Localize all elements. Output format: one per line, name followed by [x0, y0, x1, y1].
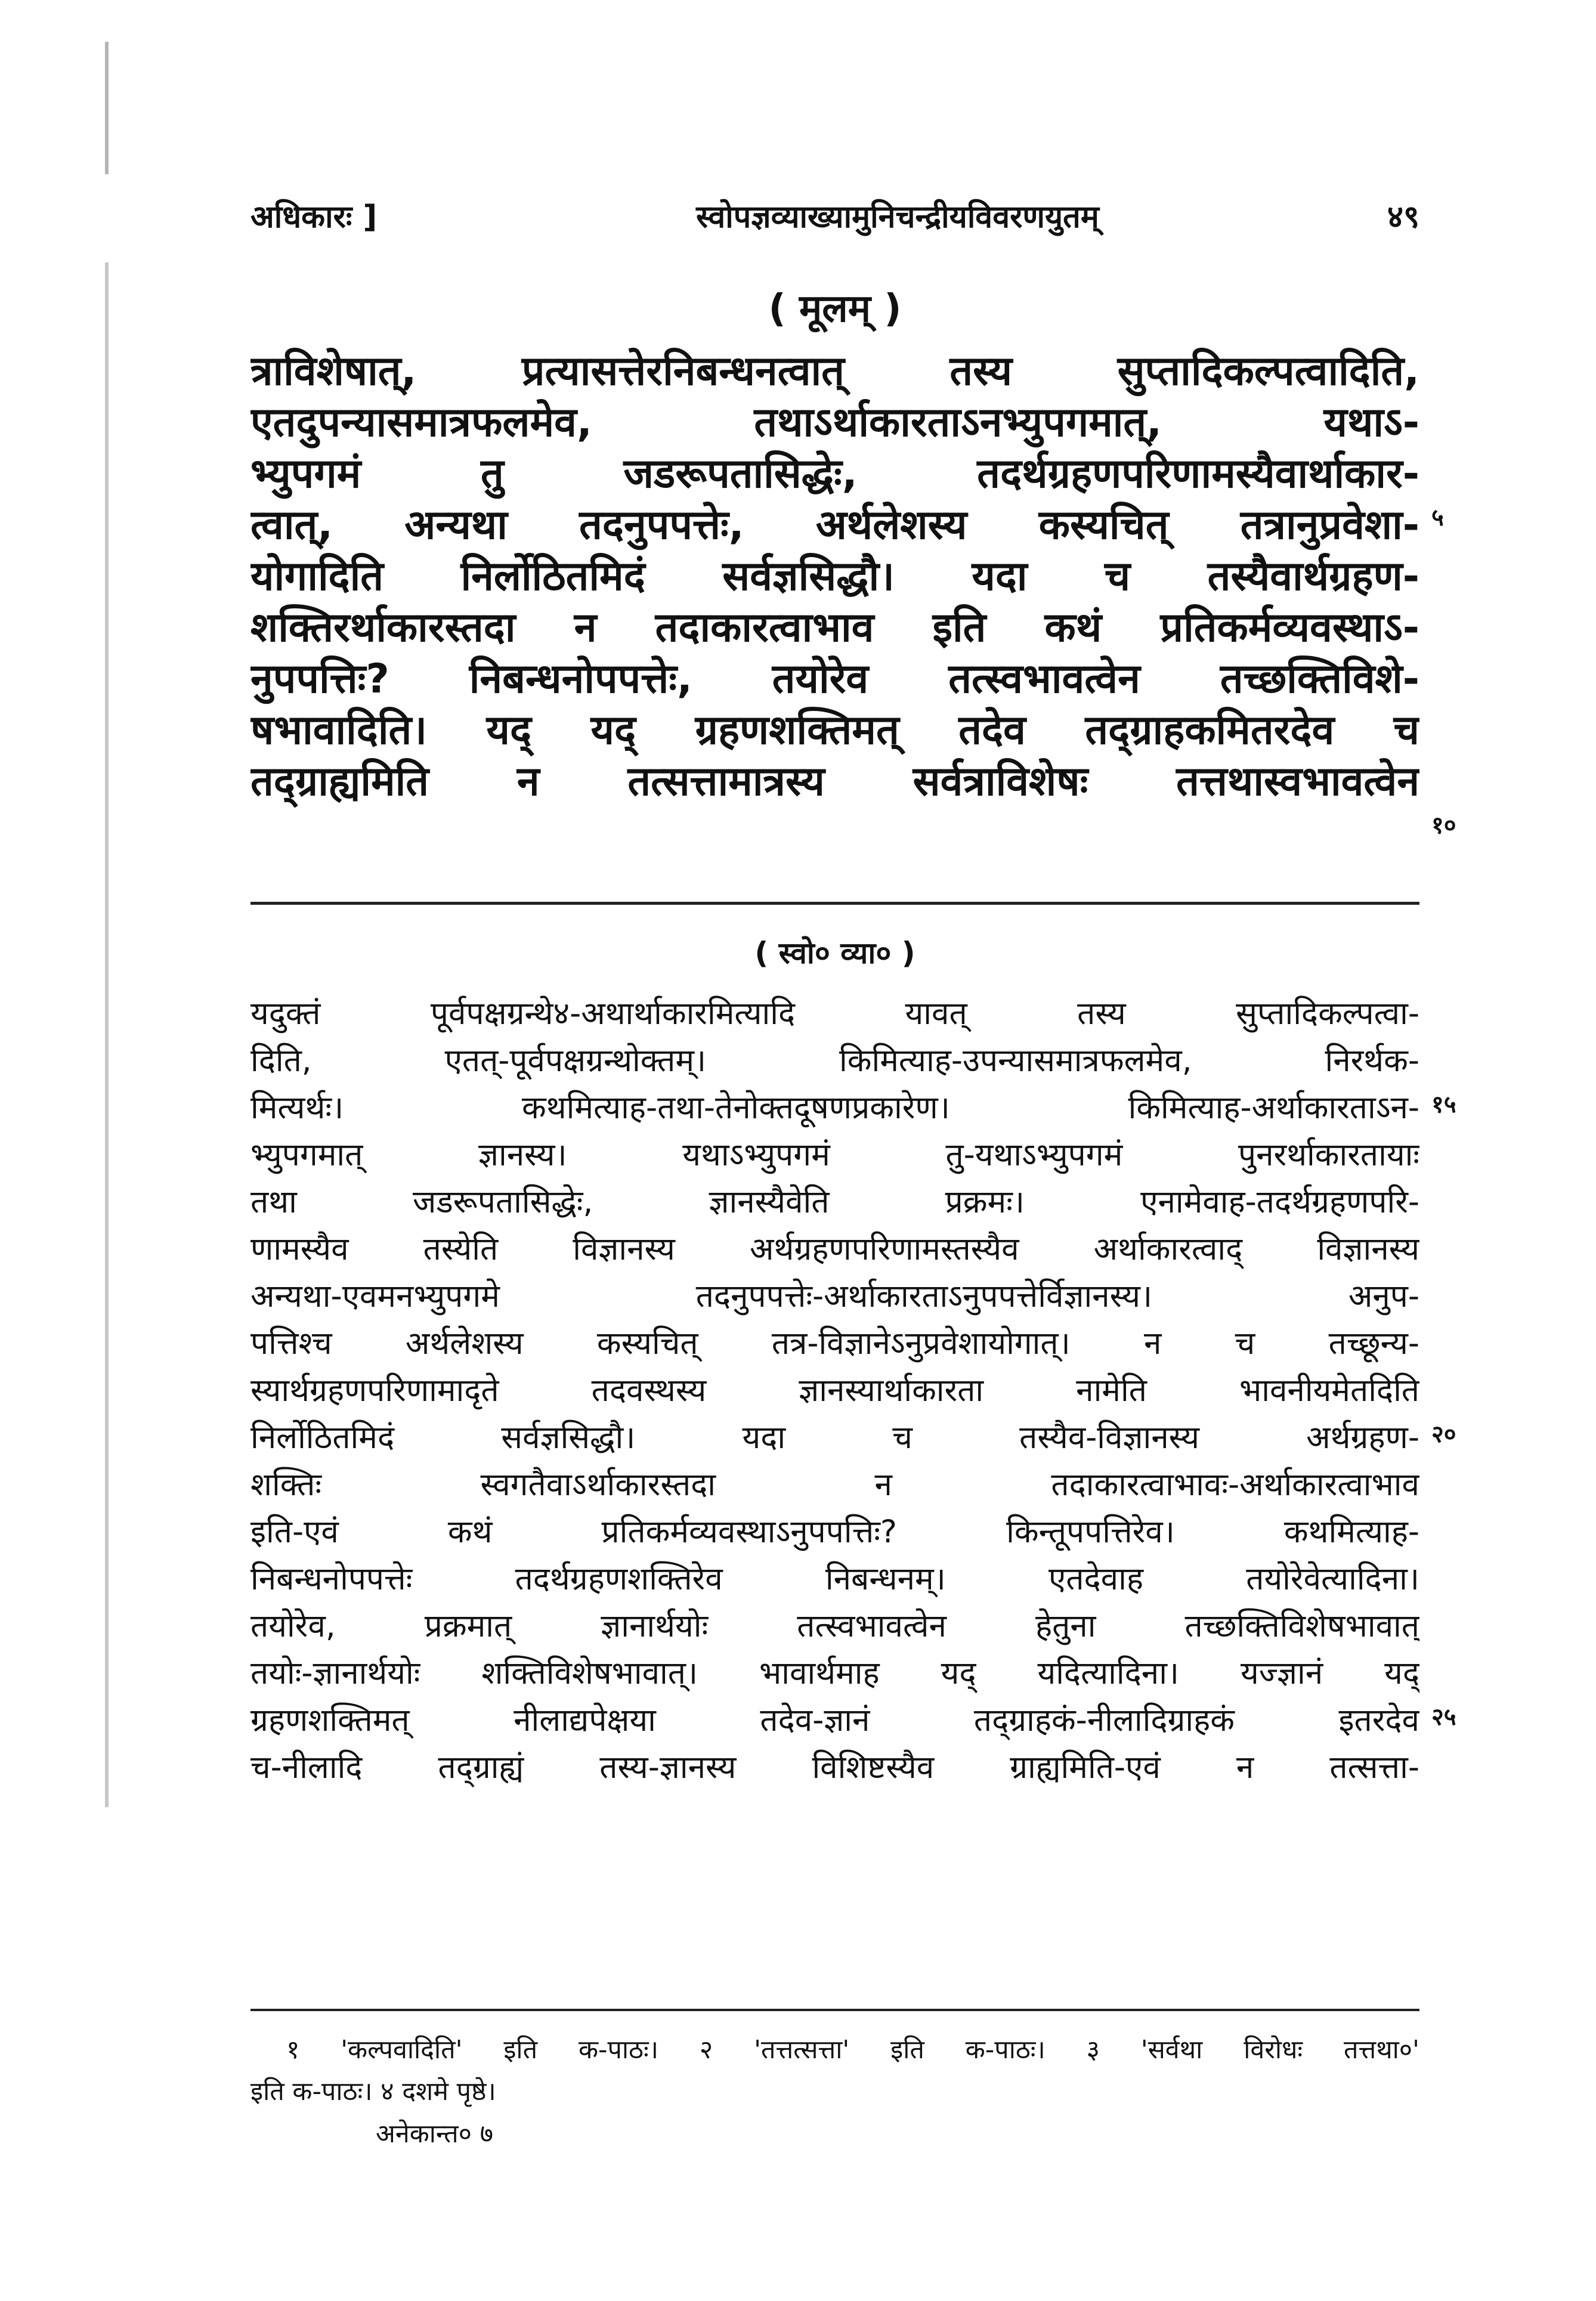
commentary-line: मित्यर्थः। कथमित्याह-तथा-तेनोक्तदूषणप्रकारेण। किमित्याह-अर्थाकारताऽन-: [250, 1090, 1419, 1126]
commentary-line: तथा जडरूपतासिद्धेः, ज्ञानस्यैवेति प्रक्रमः। एनामेवाह-तदर्थग्रहणपरि-: [250, 1184, 1419, 1220]
footnote-line: इति क-पाठः। ४ दशमे पृष्ठे।: [250, 2077, 496, 2107]
line-number-20: २०: [1431, 1421, 1456, 1448]
commentary-text: [250, 990, 1419, 1791]
line-number-25: २५: [1431, 1703, 1456, 1731]
moolam-text: [250, 346, 1419, 808]
scan-edge-line: [105, 42, 109, 2249]
moolam-line: तद्ग्राह्यमिति न तत्सत्तामात्रस्य सर्वत्राविशेषः तत्तथास्वभावत्वेन: [250, 758, 1419, 805]
commentary-line: तयोरेव, प्रक्रमात् ज्ञानार्थयोः तत्स्वभावत्वेन हेतुना तच्छक्तिविशेषभावात्: [250, 1608, 1419, 1644]
commentary-line: यदुक्तं पूर्वपक्षग्रन्थे४-अथार्थाकारमित्यादि यावत् तस्य सुप्तादिकल्पत्वा-: [250, 995, 1419, 1032]
footnotes: [250, 2029, 1419, 2113]
commentary-line: तयोः-ज्ञानार्थयोः शक्तिविशेषभावात्। भावार्थमाह यद् यदित्यादिना। यज्ज्ञानं यद्: [250, 1655, 1419, 1691]
footnote-divider: [250, 2009, 1419, 2011]
commentary-line: पत्तिश्च अर्थलेशस्य कस्यचित् तत्र-विज्ञानेऽनुप्रवेशायोगात्। न च तच्छून्य-: [250, 1325, 1419, 1362]
moolam-title: ( मूलम् ): [768, 287, 902, 331]
commentary-line: निर्लोठितमिदं सर्वज्ञसिद्धौ। यदा च तस्यैव-विज्ञानस्य अर्थग्रहण-: [250, 1419, 1419, 1456]
moolam-line: शक्तिरर्थाकारस्तदा न तदाकारत्वाभाव इति कथं प्रतिकर्मव्यवस्थाऽ-: [250, 604, 1419, 651]
printer-signature: अनेकान्त० ७: [376, 2119, 494, 2149]
footnote-line: १ 'कल्पवादिति' इति क-पाठः। २ 'तत्तत्सत्ता' इति क-पाठः। ३ 'सर्वथा विरोधः तत्तथा०': [286, 2035, 1419, 2065]
moolam-line: नुपपत्तिः? निबन्धनोपपत्तेः, तयोरेव तत्स्वभावत्वेन तच्छक्तिविशे-: [250, 655, 1419, 703]
book-title: स्वोपज्ञव्याख्यामुनिचन्द्रीयविवरणयुतम्: [696, 199, 1099, 235]
moolam-line: योगादिति निर्लोठितमिदं सर्वज्ञसिद्धौ। यदा च तस्यैवार्थग्रहण-: [250, 553, 1419, 600]
chapter-label: अधिकारः ]: [250, 199, 378, 235]
moolam-line: भ्युपगमं तु जडरूपतासिद्धेः, तदर्थग्रहणपरिणामस्यैवार्थाकार-: [250, 450, 1419, 497]
commentary-line: निबन्धनोपपत्तेः तदर्थग्रहणशक्तिरेव निबन्धनम्। एतदेवाह तयोरेवेत्यादिना।: [250, 1561, 1419, 1597]
running-header: [250, 188, 1419, 246]
commentary-line: च-नीलादि तद्ग्राह्यं तस्य-ज्ञानस्य विशिष्टस्यैव ग्राह्यमिति-एवं न तत्सत्ता-: [250, 1749, 1419, 1786]
commentary-line: दिति, एतत्-पूर्वपक्षग्रन्थोक्तम्। किमित्याह-उपन्यासमात्रफलमेव, निरर्थक-: [250, 1043, 1419, 1079]
moolam-line: षभावादिति। यद् यद् ग्रहणशक्तिमत् तदेव तद्ग्राहकमितरदेव च: [250, 707, 1419, 754]
line-number-15: १५: [1431, 1091, 1456, 1118]
moolam-line: एतदुपन्यासमात्रफलमेव, तथाऽर्थाकारताऽनभ्युपगमात्, यथाऽ-: [250, 399, 1419, 446]
commentary-line: स्यार्थग्रहणपरिणामादृते तदवस्थस्य ज्ञानस्यार्थाकारता नामेति भावनीयमेतदिति: [250, 1372, 1419, 1409]
commentary-line: ग्रहणशक्तिमत् नीलाद्यपेक्षया तदेव-ज्ञानं तद्ग्राहकं-नीलादिग्राहकं इतरदेव: [250, 1702, 1419, 1739]
moolam-line: त्राविशेषात्, प्रत्यासत्तेरनिबन्धनत्वात् तस्य सुप्तादिकल्पत्वादिति,: [250, 348, 1419, 395]
commentary-line: इति-एवं कथं प्रतिकर्मव्यवस्थाऽनुपपत्तिः? किन्तूपपत्तिरेव। कथमित्याह-: [250, 1514, 1419, 1550]
commentary-line: शक्तिः स्वगतैवाऽर्थाकारस्तदा न तदाकारत्वाभावः-अर्थाकारत्वाभाव: [250, 1467, 1419, 1503]
commentary-line: भ्युपगमात् ज्ञानस्य। यथाऽभ्युपगमं तु-यथाऽभ्युपगमं पुनरर्थाकारतायाः: [250, 1137, 1419, 1173]
commentary-title: ( स्वो० व्या० ): [754, 936, 915, 970]
line-number-5: ५: [1431, 504, 1444, 531]
moolam-line: त्वात्, अन्यथा तदनुपपत्तेः, अर्थलेशस्य कस्यचित् तत्रानुप्रवेशा-: [250, 502, 1419, 549]
section-divider: [250, 902, 1419, 905]
commentary-line: अन्यथा-एवमनभ्युपगमे तदनुपपत्तेः-अर्थाकारताऽनुपपत्तेर्विज्ञानस्य। अनुप-: [250, 1278, 1419, 1315]
commentary-line: णामस्यैव तस्येति विज्ञानस्य अर्थग्रहणपरिणामस्तस्यैव अर्थाकारत्वाद् विज्ञानस्य: [250, 1231, 1419, 1267]
line-number-10: १०: [1431, 812, 1456, 839]
page-number: ४९: [1387, 199, 1419, 235]
